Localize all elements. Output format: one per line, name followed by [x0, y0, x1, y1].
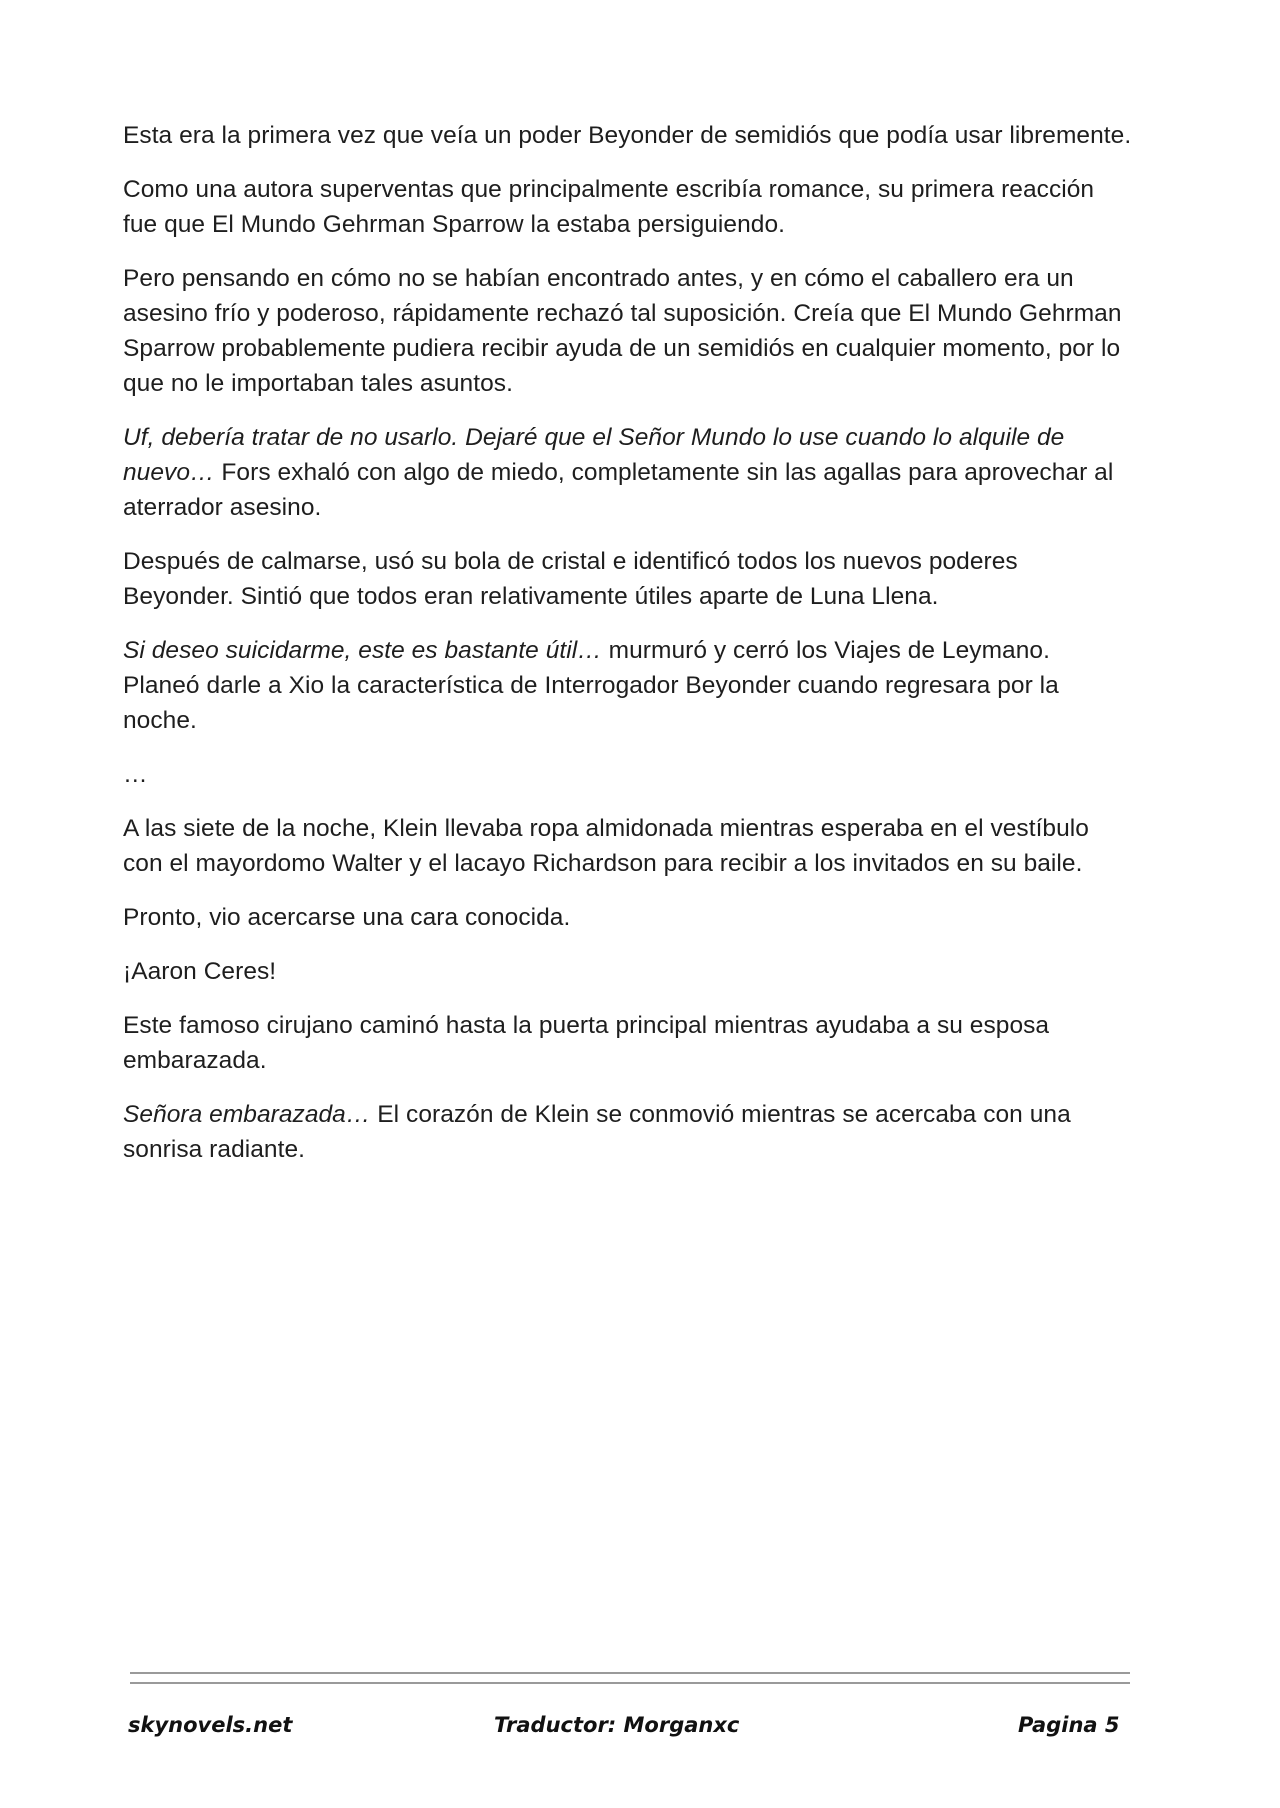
paragraph [123, 633, 1133, 738]
paragraph-segment: ¡Aaron Ceres! [123, 958, 277, 985]
paragraph [123, 1097, 1133, 1167]
paragraph-segment: Fors exhaló con algo de miedo, completamente sin las agallas para aprovechar al aterrador asesino. [123, 459, 1114, 521]
paragraph-segment: murmuró y cerró los Viajes de Leymano. Planeó darle a Xio la característica de Interrogador Beyonder cuando regresara por la noche. [123, 637, 1059, 734]
paragraph [123, 811, 1133, 881]
footer-translator: Traductor: Morganxc [494, 1713, 740, 1737]
paragraph-segment: Después de calmarse, usó su bola de cristal e identificó todos los nuevos poderes Beyonder. Sintió que todos eran relativamente útiles aparte de Luna Llena. [123, 548, 1018, 610]
paragraph-segment: Esta era la primera vez que veía un poder Beyonder de semidiós que podía usar librementе. [123, 122, 1132, 149]
paragraph-segment: A las siete de la noche, Klein llevaba ropa almidonada mientras esperaba en el vestíbulo con el mayordomo Walter y el lacayo Richardson para recibir a los invitados en su baile. [123, 815, 1089, 877]
paragraph-italic-segment: Señora embarazada… [123, 1101, 371, 1128]
page-body [123, 118, 1133, 1186]
page-footer [0, 1713, 1280, 1749]
footer-divider [130, 1672, 1130, 1692]
paragraph-segment: Este famoso cirujano caminó hasta la puerta principal mientras ayudaba a su esposa embarazada. [123, 1012, 1050, 1074]
paragraph [123, 900, 1133, 935]
footer-rule-top [130, 1672, 1130, 1674]
paragraph-italic-segment: Uf, debería tratar de no usarlo. Dejaré que el Señor Mundo lo use cuando lo alquile de nuevo… [123, 424, 1065, 486]
paragraph [123, 544, 1133, 614]
paragraph [123, 757, 1133, 792]
footer-rule-bottom [130, 1682, 1130, 1684]
paragraph-segment: El corazón de Klein se conmovió mientras se acercaba con una sonrisa radiante. [123, 1101, 1071, 1163]
paragraph [123, 172, 1133, 242]
paragraph [123, 420, 1133, 525]
paragraph [123, 1008, 1133, 1078]
paragraph-segment: … [123, 761, 148, 788]
paragraph-italic-segment: Si deseo suicidarme, este es bastante útil… [123, 637, 602, 664]
paragraph [123, 118, 1133, 153]
paragraph [123, 954, 1133, 989]
paragraph-segment: Como una autora superventas que principalmente escribía romance, su primera reacción fue que El Mundo Gehrman Sparrow la estaba persiguiendo. [123, 176, 1095, 238]
footer-page-number: Pagina 5 [1018, 1713, 1120, 1737]
paragraph-segment: Pero pensando en cómo no se habían encontrado antes, y en cómo el caballero era un asesino frío y poderoso, rápidamente rechazó tal suposición. Creía que El Mundo Gehrman Sparrow probablemente pudiera recibir ayuda de un semidiós en cualquier momento, por lo que no le importaban tales asuntos. [123, 265, 1122, 397]
footer-site-name: skynovels.net [128, 1713, 293, 1737]
paragraph-segment: Pronto, vio acercarse una cara conocida. [123, 904, 571, 931]
paragraph [123, 261, 1133, 401]
